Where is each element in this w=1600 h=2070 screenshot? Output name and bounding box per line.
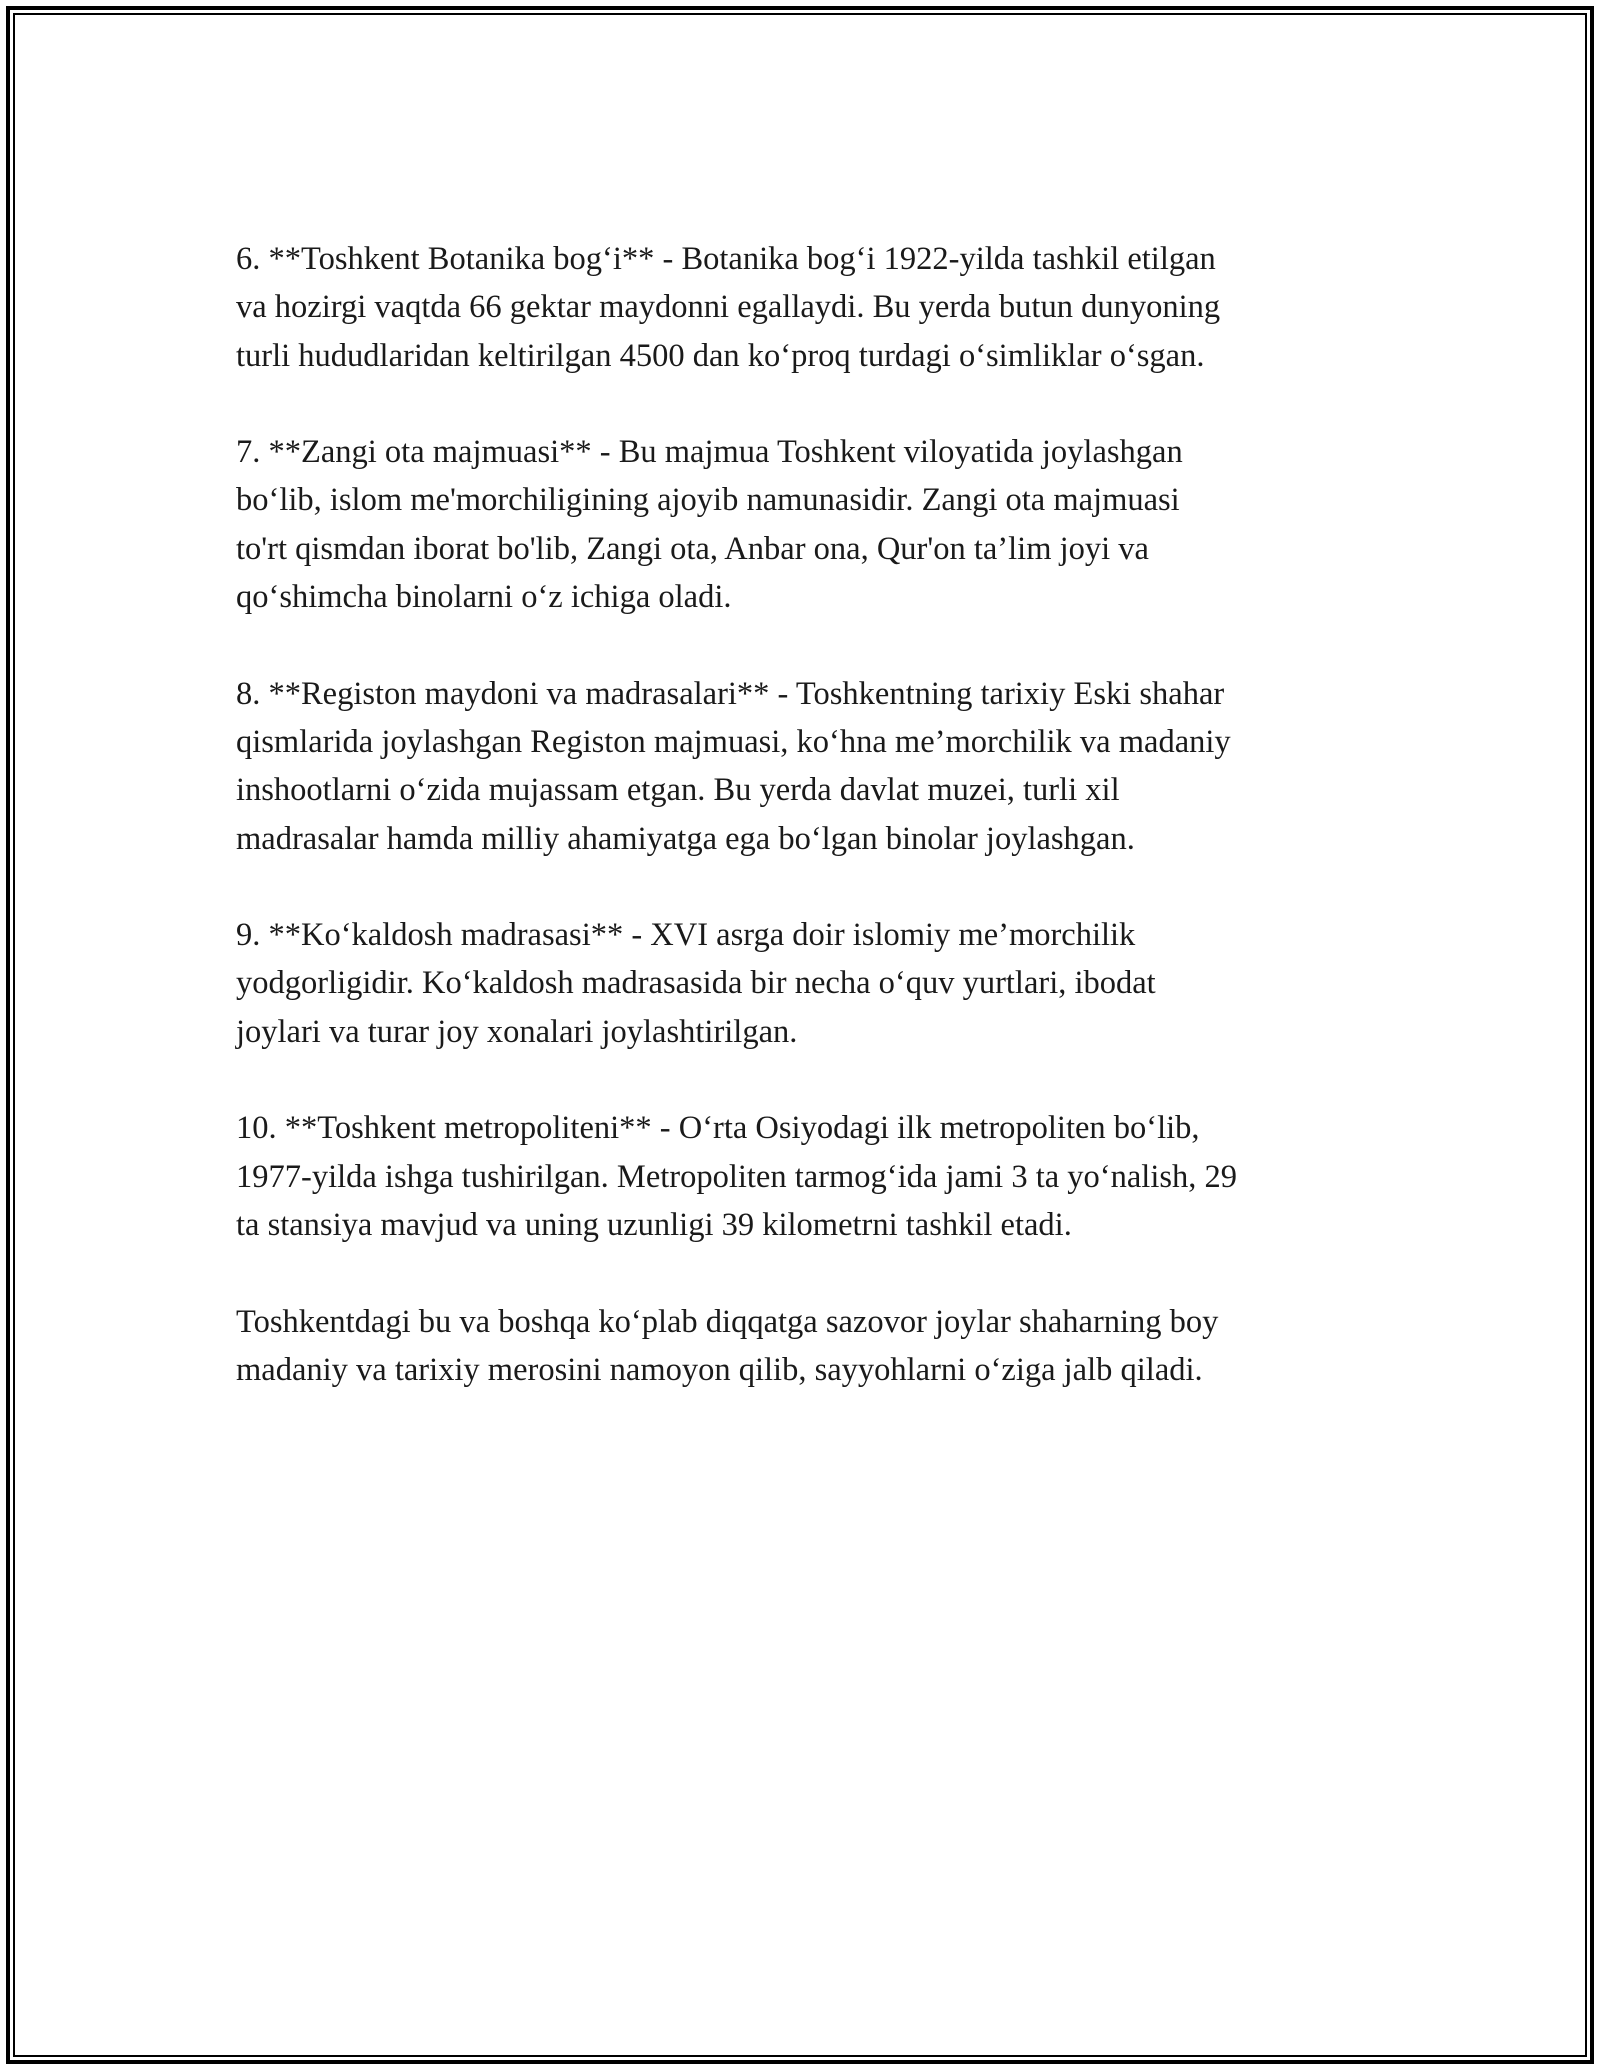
paragraph-kokaldosh: 9. **Ko‘kaldosh madrasasi** - XVI asrga doir islomiy me’morchilik yodgorligidir. Ko‘kaldosh madrasasida bir necha o‘quv yurtlari, ibodat joylari va turar joy xonalari joylashtirilgan. xyxy=(236,917,1156,1050)
paragraph-zangi-ota: 7. **Zangi ota majmuasi** - Bu majmua Toshkent viloyatida joylashgan bo‘lib, islom me'morchiligining ajoyib namunasidir. Zangi ota majmuasi to'rt qismdan iborat bo'lib, Zangi ota, Anbar ona, Qur'on ta’lim joyi va qo‘shimcha binolarni o‘z ichiga oladi. xyxy=(236,434,1183,616)
paragraph-registon: 8. **Registon maydoni va madrasalari** - Toshkentning tarixiy Eski shahar qismlarida joylashgan Registon majmuasi, ko‘hna me’morchilik va madaniy inshootlarni o‘zida mujassam etgan. Bu yerda davlat muzei, turli xil madrasalar hamda milliy ahamiyatga ega bo‘lgan binolar joylashgan. xyxy=(236,675,1231,857)
paragraph-botanika: 6. **Toshkent Botanika bog‘i** - Botanika bog‘i 1922-yilda tashkil etilgan va hozirgi vaqtda 66 gektar maydonni egallaydi. Bu yerda butun dunyoning turli hududlaridan keltirilgan 4500 dan ko‘proq turdagi o‘simliklar o‘sgan. xyxy=(236,241,1221,374)
paragraph-conclusion: Toshkentdagi bu va boshqa ko‘plab diqqatga sazovor joylar shaharning boy madaniy va tarixiy merosini namoyon qilib, sayyohlarni o‘ziga jalb qiladi. xyxy=(236,1303,1219,1388)
document-body xyxy=(236,235,1376,1442)
paragraph-metropoliten: 10. **Toshkent metropoliteni** - O‘rta Osiyodagi ilk metropoliten bo‘lib, 1977-yilda ishga tushirilgan. Metropoliten tarmog‘ida jami 3 ta yo‘nalish, 29 ta stansiya mavjud va uning uzunligi 39 kilometrni tashkil etadi. xyxy=(236,1110,1237,1243)
